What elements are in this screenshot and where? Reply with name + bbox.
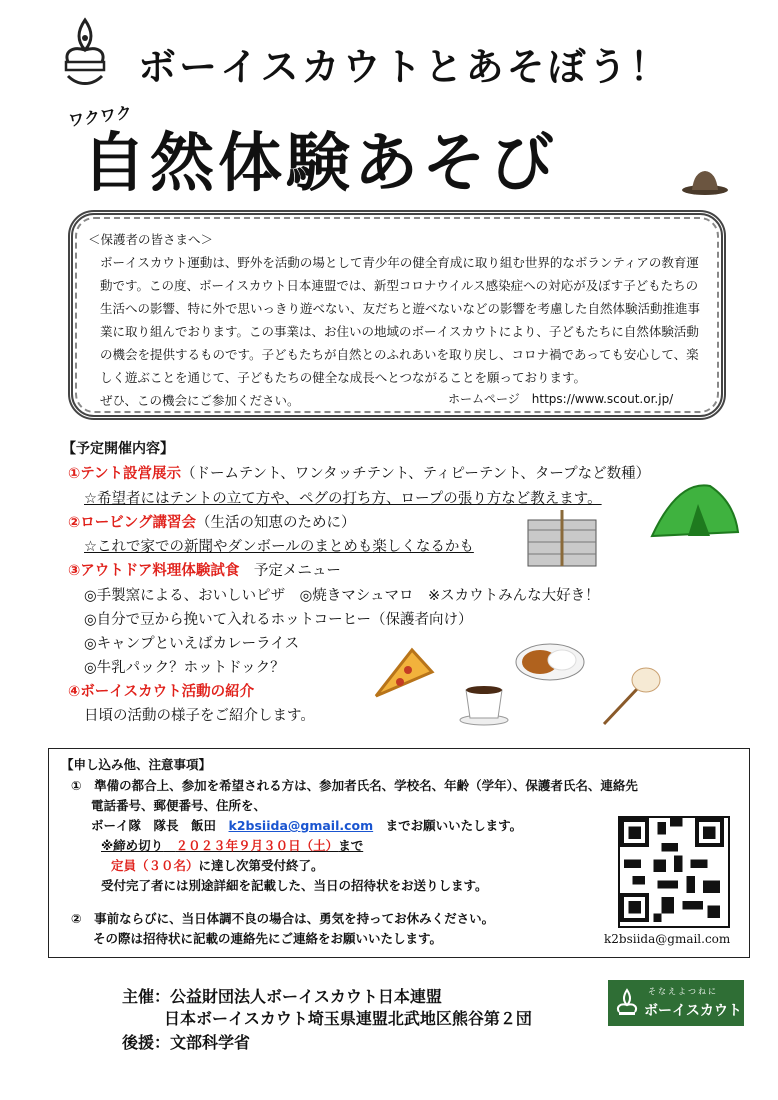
subtitle-small: ワクワク bbox=[67, 102, 134, 131]
capacity-rest: に達し次第受付終了。 bbox=[198, 858, 324, 873]
notice-2-line1: ② 事前ならびに、当日体調不良の場合は、勇気を持ってお休みください。 bbox=[71, 911, 495, 926]
page-title: ボーイスカウトとあそぼう！ bbox=[138, 45, 671, 89]
program-item-3 bbox=[68, 559, 341, 580]
contact-email-link[interactable]: k2bsiida@gmail.com bbox=[228, 818, 374, 833]
notice-title: 【申し込み他、注意事項】 bbox=[61, 757, 212, 772]
host-line-2: 日本ボーイスカウト埼玉県連盟北武地区熊谷第２団 bbox=[164, 1009, 532, 1028]
logo-motto: そなえよつねに bbox=[648, 987, 718, 996]
logo-name: ボーイスカウト bbox=[644, 1003, 742, 1019]
intro-salutation: ＜保護者の皆さまへ＞ bbox=[88, 232, 214, 247]
contact-name: ボーイ隊 隊長 飯田 bbox=[91, 818, 217, 833]
program-item-1 bbox=[68, 462, 650, 483]
capacity bbox=[111, 856, 324, 874]
qr-code-icon[interactable] bbox=[618, 816, 730, 928]
coffee-icon bbox=[458, 680, 514, 730]
menu-item: ◎牛乳パック？ホットドック？ bbox=[84, 660, 285, 676]
menu-item: ◎自分で豆から挽いて入れるホットコーヒー（保護者向け） bbox=[84, 612, 473, 628]
qr-email: k2bsiida@gmail.com bbox=[604, 932, 731, 946]
capacity-red: 定員（３０名） bbox=[111, 858, 199, 873]
item1-note: ☆希望者にはテントの立て方や、ペグの打ち方、ロープの張り方など教えます。 bbox=[84, 491, 602, 507]
item2-desc: （生活の知恵のために） bbox=[196, 515, 356, 531]
item1-title: ①テント設営展示 bbox=[68, 466, 182, 482]
notice-1-line2: 電話番号、郵便番号、住所を、 bbox=[91, 798, 267, 813]
deadline-label: ※締め切り bbox=[101, 838, 164, 853]
item4-title: ④ボーイスカウト活動の紹介 bbox=[68, 684, 255, 700]
page-subtitle: 自然体験あそび bbox=[82, 127, 558, 201]
curry-icon bbox=[514, 638, 586, 686]
scout-emblem-icon bbox=[58, 16, 112, 94]
intro-paragraph: ボーイスカウト運動は、野外を活動の場として青少年の健全育成に取り組む世界的なボランティアの教育運動です。この度、ボーイスカウト日本連盟では、新型コロナウイルス感染症への対応が及ぼす子どもたちの生活への影響、特に外で思いっきり遊べない、友だちと遊べないなどの影響を考慮した自然体験活動推進事業に取り組んでおります。この事業は、お住いの地域のボーイスカウトにより、子どもたちに自然体験活動の機会を提供するものです。子どもたちが自然とのふれあいを取り戻し、コロナ禍であっても安心して、楽しく遊ぶことを通じて、子どもたちの健全な成長へとつながることを願っております。 bbox=[100, 255, 701, 385]
intro-closing: ぜひ、この機会にご参加ください。 bbox=[100, 393, 300, 408]
contact-suffix: までお願いいたします。 bbox=[385, 818, 523, 833]
program-item-4 bbox=[68, 680, 254, 701]
deadline-date: ２０２３年９月３０日（土） bbox=[175, 838, 339, 853]
item2-note: ☆これで家での新聞やダンボールのまとめも楽しくなるかも bbox=[84, 539, 474, 555]
menu-item: ◎手製窯による、おいしいピザ ◎焼きマシュマロ ※スカウトみんな大好き！ bbox=[84, 588, 600, 604]
pizza-icon bbox=[372, 646, 436, 706]
menu-item: ◎キャンプといえばカレーライス bbox=[84, 636, 300, 652]
fleur-de-lis-icon bbox=[614, 988, 640, 1018]
notice-1-line3 bbox=[91, 816, 522, 834]
deadline-suffix: まで bbox=[338, 838, 364, 853]
hat-icon bbox=[680, 168, 730, 200]
item4-desc: 日頃の活動の様子をご紹介します。 bbox=[84, 708, 315, 724]
item2-title: ②ロービング講習会 bbox=[68, 515, 196, 531]
scout-logo bbox=[608, 980, 744, 1026]
program-item-2 bbox=[68, 511, 356, 532]
homepage-link[interactable]: ホームページ https://www.scout.or.jp/ bbox=[448, 392, 674, 406]
item1-desc: （ドームテント、ワンタッチテント、ティピーテント、タープなど数種） bbox=[181, 466, 651, 482]
tent-icon bbox=[648, 480, 740, 544]
notice-1-line1: ① 準備の都合上、参加を希望される方は、参加者氏名、学校名、年齢（学年）、保護者氏名、連絡先 bbox=[71, 778, 638, 793]
item3-desc: 予定メニュー bbox=[253, 563, 341, 579]
notice-2-line2: その際は招待状に記載の連絡先にご連絡をお願いいたします。 bbox=[93, 931, 443, 946]
deadline bbox=[101, 836, 363, 854]
marshmallow-icon bbox=[598, 660, 668, 734]
intro-text bbox=[88, 228, 700, 412]
host-line-1: 主催：公益財団法人ボーイスカウト日本連盟 bbox=[122, 987, 442, 1006]
item3-title: ③アウトドア料理体験試食 bbox=[68, 563, 240, 579]
newspaper-bundle-icon bbox=[524, 506, 600, 574]
notice-1-line6: 受付完了者には別途詳細を記載した、当日の招待状をお送りします。 bbox=[101, 878, 488, 893]
program-title: 【予定開催内容】 bbox=[62, 441, 174, 457]
support-line: 後援：文部科学省 bbox=[122, 1033, 251, 1052]
